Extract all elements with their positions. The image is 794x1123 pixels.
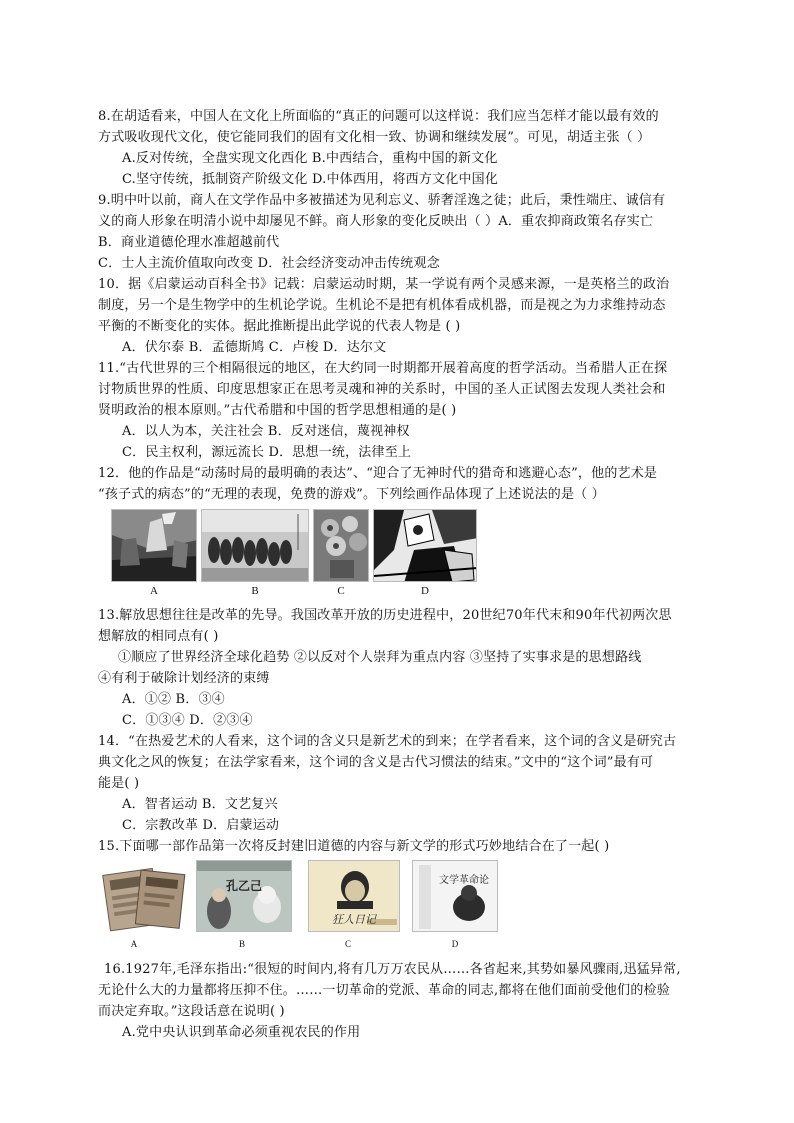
q8-line-2: 方式吸收现代文化，使它能同我们的固有文化相一致、协调和继续发展”。可见，胡适主张（ ） xyxy=(98,130,651,145)
q12-line-2: “孩子式的病态”的“无理的表现，免费的游戏”。下列绘画作品体现了上述说法的是（ ） xyxy=(98,487,605,502)
q11-line-3: 贤明政治的根本原则。”古代希腊和中国的哲学思想相通的是( ) xyxy=(98,403,457,418)
book-label-a: A xyxy=(130,939,138,949)
q11-options-ab: A．以人为本，关注社会 B．反对迷信，蔑视神权 xyxy=(122,424,410,439)
painting-b-image xyxy=(201,509,309,582)
q9-line-4: C．士人主流价值取向改变 D．社会经济变动冲击传统观念 xyxy=(98,256,440,271)
painting-c-image xyxy=(313,509,369,582)
q14-line-2: 典文化之风的恢复；在法学家看来，这个词的含义是古代习惯法的结束。”文中的“这个词”最有可 xyxy=(98,755,654,770)
painting-d-image xyxy=(373,509,477,582)
painting-a-image xyxy=(111,509,197,582)
q11-line-2: 讨物质世界的性质、印度思想家正在思考灵魂和神的关系时，中国的圣人正试图去发现人类社会和 xyxy=(98,382,666,397)
painting-label-d: D xyxy=(421,585,429,597)
q16-line-2: 无论什么大的力量都将压抑不住。……一切革命的党派、革命的同志,都将在他们面前受他们的检验 xyxy=(98,983,670,998)
q12-line-1: 12．他的作品是“动荡时局的最明确的表达”、“迎合了无神时代的猎奇和逃避心态”，他的艺术是 xyxy=(98,466,658,481)
q16-line-1: 16.1927年,毛泽东指出:“很短的时间内,将有几万万农民从……各省起来,其势如暴风骤雨,迅猛异常, xyxy=(104,962,681,977)
q8-line-1: 8.在胡适看来，中国人在文化上所面临的“真正的问题可以这样说：我们应当怎样才能以最有效的 xyxy=(98,109,659,124)
q14-options-cd: C．宗教改革 D．启蒙运动 xyxy=(122,818,280,833)
q9-line-2: 义的商人形象在明清小说中却屡见不鲜。商人形象的变化反映出（ ）A．重农抑商政策名存实亡 xyxy=(98,214,654,229)
q10-options: A．伏尔泰 B．孟德斯鸠 C．卢梭 D．达尔文 xyxy=(122,340,387,355)
book-label-b: B xyxy=(238,939,245,949)
book-d-image xyxy=(412,860,498,932)
q13-line-1: 13.解放思想往往是改革的先导。我国改革开放的历史进程中，20世纪70年代末和90年代初两次思 xyxy=(98,608,672,623)
q11-options-cd: C．民主权利，源远流长 D．思想一统，法律至上 xyxy=(122,445,412,460)
painting-label-b: B xyxy=(251,585,259,597)
q13-options-ab: A．①② B．③④ xyxy=(122,692,225,707)
q10-line-2: 制度，另一个是生物学中的生机论学说。生机论不是把有机体看成机器，而是视之为力求维持动态 xyxy=(98,298,666,313)
q10-line-1: 10．据《启蒙运动百科全书》记载：启蒙运动时期，某一学说有两个灵感来源，一是英格兰的政治 xyxy=(98,277,670,292)
q15-line-1: 15.下面哪一部作品第一次将反封建旧道德的内容与新文学的形式巧妙地结合在了一起( ) xyxy=(98,839,610,854)
q9-line-3: B．商业道德伦理水准超越前代 xyxy=(98,235,280,250)
q14-options-ab: A．智者运动 B．文艺复兴 xyxy=(122,797,278,812)
q13-line-3: ①顺应了世界经济全球化趋势 ②以反对个人崇拜为重点内容 ③坚持了实事求是的思想路线 xyxy=(118,650,642,665)
q9-line-1: 9.明中叶以前，商人在文学作品中多被描述为见利忘义、骄奢淫逸之徒；此后，秉性端庄、诚信有 xyxy=(98,193,666,208)
q14-line-1: 14．“在热爱艺术的人看来，这个词的含义只是新艺术的到来；在学者看来，这个词的含义是研究古 xyxy=(98,734,677,749)
q13-options-cd: C．①③④ D．②③④ xyxy=(122,713,253,728)
book-c-title: 狂人日记 xyxy=(332,913,376,926)
q11-line-1: 11.“古代世界的三个相隔很远的地区，在大约同一时期都开展着高度的哲学活动。当希腊人正在探 xyxy=(98,361,668,376)
book-c-image xyxy=(308,860,400,932)
painting-label-c: C xyxy=(337,585,345,597)
book-label-d: D xyxy=(451,939,459,949)
q16-line-3: 而决定弃取。”这段话意在说明( ) xyxy=(98,1004,285,1019)
book-d-title: 文学革命论 xyxy=(439,875,489,886)
q10-line-3: 平衡的不断变化的实体。据此推断提出此学说的代表人物是 ( ) xyxy=(98,319,461,334)
q13-line-4: ④有利于破除计划经济的束缚 xyxy=(98,671,270,686)
q13-line-2: 想解放的相同点有( ) xyxy=(98,629,219,644)
q8-options-ab: A.反对传统，全盘实现文化西化 B.中西结合，重构中国的新文化 xyxy=(122,151,498,166)
q16-option-a: A.党中央认识到革命必须重视农民的作用 xyxy=(122,1025,361,1040)
book-label-c: C xyxy=(344,939,351,949)
book-b-title: 孔乙己 xyxy=(225,879,262,893)
q14-line-3: 能是( ) xyxy=(98,776,140,791)
book-a-image xyxy=(98,860,188,932)
painting-label-a: A xyxy=(150,585,158,597)
q8-options-cd: C.坚守传统，抵制资产阶级文化 D.中体西用，将西方文化中国化 xyxy=(122,172,499,187)
book-b-image xyxy=(196,860,292,932)
